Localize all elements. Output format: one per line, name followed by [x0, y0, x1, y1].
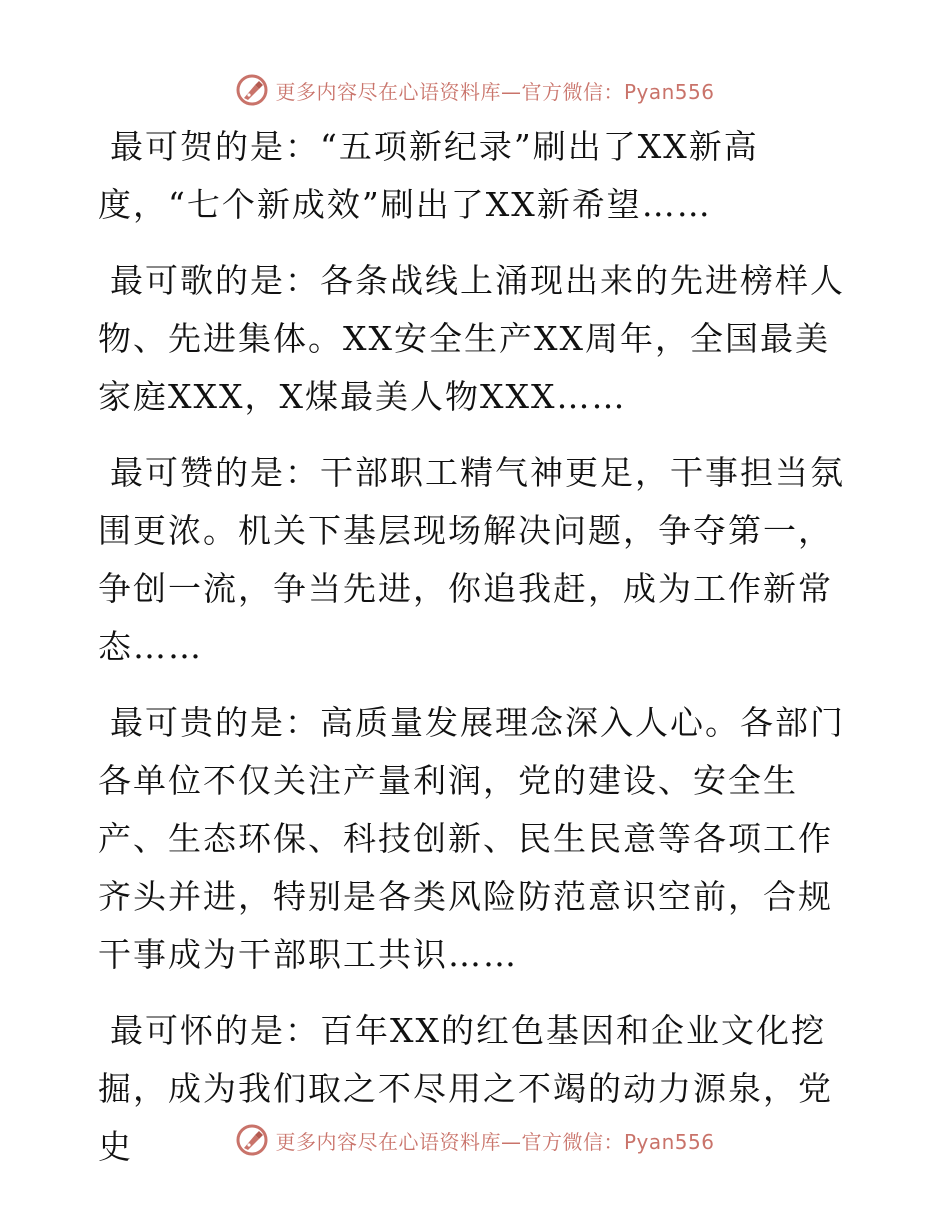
- paragraph-4: 最可贵的是：高质量发展理念深入人心。各部门各单位不仅关注产量利润，党的建设、安全生产、生态环保、科技创新、民生民意等各项工作齐头并进，特别是各类风险防范意识空前，合规干事成为干部职工共识……: [98, 703, 845, 974]
- header-watermark: [0, 70, 950, 110]
- footer-watermark: [0, 1120, 950, 1160]
- paragraph-1: 最可贺的是：“五项新纪录”刷出了XX新高度，“七个新成效”刷出了XX新希望……: [98, 127, 759, 224]
- paragraph-5: 最可怀的是：百年XX的红色基因和企业文化挖掘，成为我们取之不尽用之不竭的动力源泉，党史: [98, 1011, 833, 1166]
- watermark-text: 更多内容尽在心语资料库—官方微信：Pyan556: [275, 1129, 715, 1154]
- pen-nib-logo-icon: [235, 1123, 269, 1157]
- pen-nib-logo-icon: [235, 73, 269, 107]
- paragraph-3: 最可赞的是：干部职工精气神更足，干事担当氛围更浓。机关下基层现场解决问题，争夺第一，争创一流，争当先进，你追我赶，成为工作新常态……: [98, 453, 845, 666]
- paragraph-2: 最可歌的是：各条战线上涌现出来的先进榜样人物、先进集体。XX安全生产XX周年，全国最美家庭XXX，X煤最美人物XXX……: [98, 261, 845, 416]
- document-body: [98, 118, 858, 1194]
- watermark-text: 更多内容尽在心语资料库—官方微信：Pyan556: [275, 79, 715, 104]
